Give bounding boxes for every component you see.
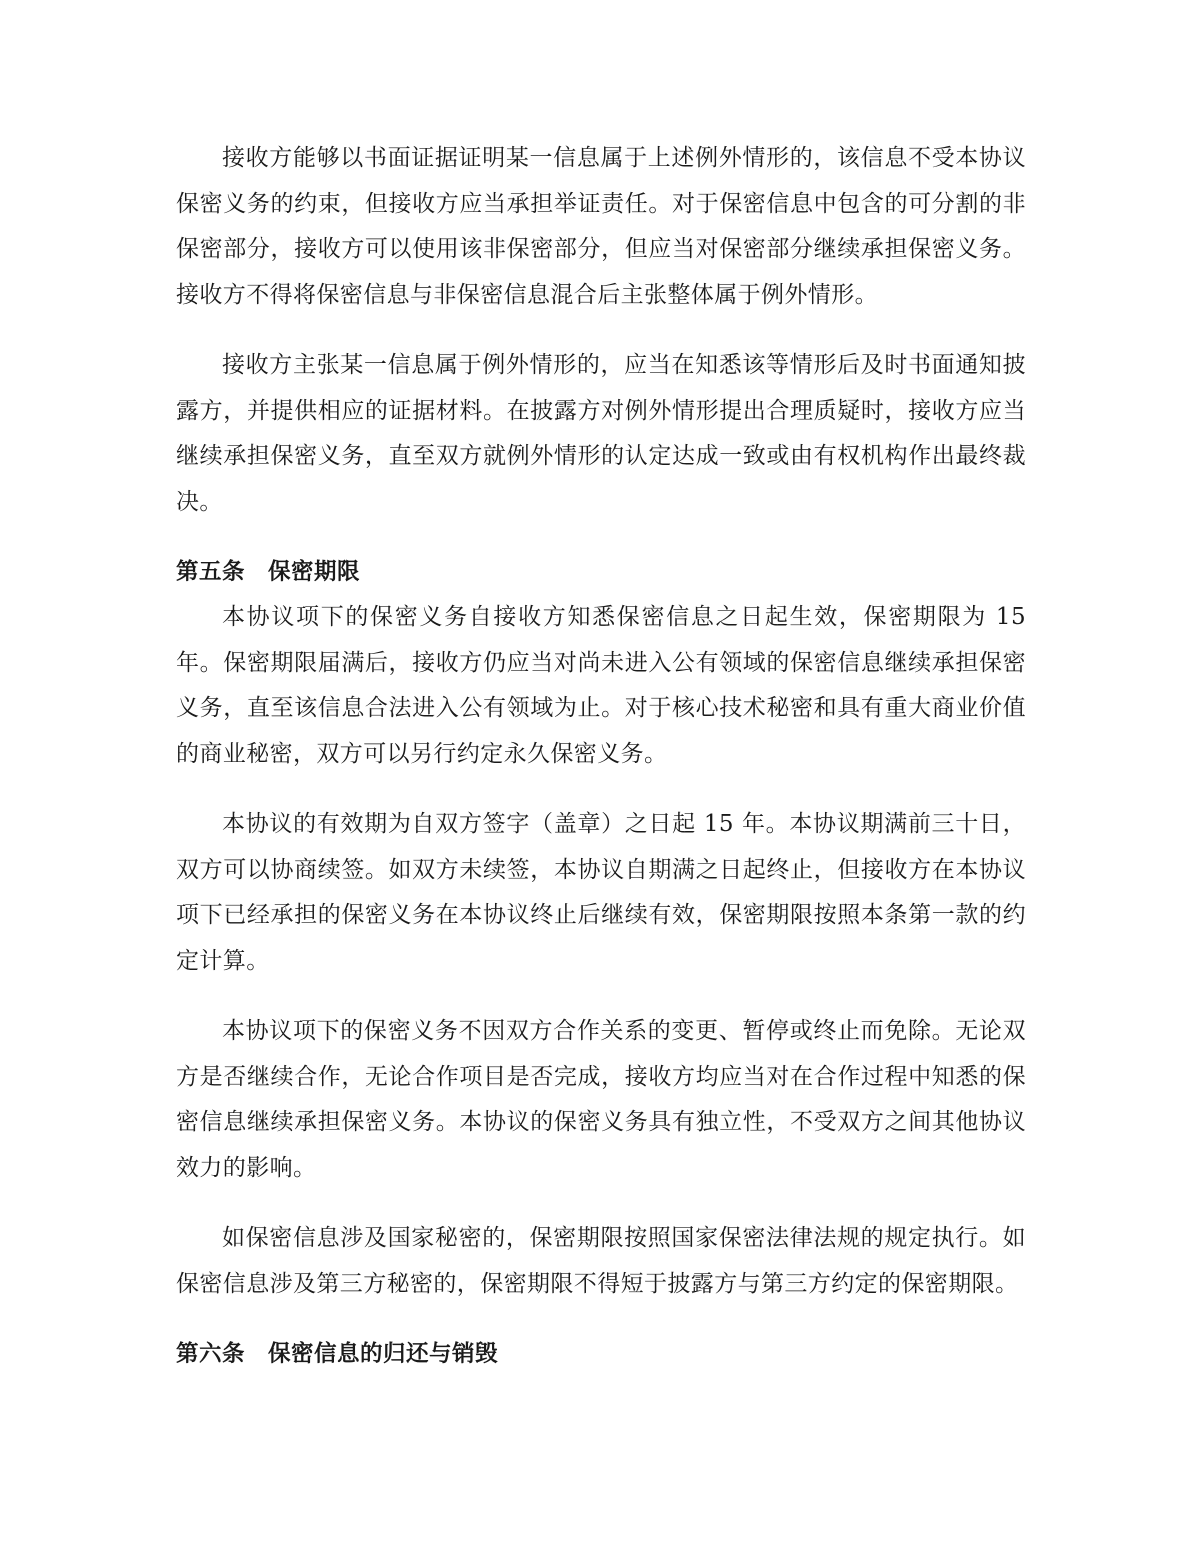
paragraph-exception-notice: 接收方主张某一信息属于例外情形的，应当在知悉该等情形后及时书面通知披露方，并提供相应的证据材料。在披露方对例外情形提出合理质疑时，接收方应当继续承担保密义务，直至双方就例外情形的认定达成一致或由有权机构作出最终裁决。 xyxy=(176,352,1026,515)
article-5-paragraph-3: 本协议项下的保密义务不因双方合作关系的变更、暂停或终止而免除。无论双方是否继续合作，无论合作项目是否完成，接收方均应当对在合作过程中知悉的保密信息继续承担保密义务。本协议的保密义务具有独立性，不受双方之间其他协议效力的影响。 xyxy=(176,1018,1026,1181)
article-5-heading: 第五条 保密期限 xyxy=(176,559,361,585)
article-5-paragraph-4: 如保密信息涉及国家秘密的，保密期限按照国家保密法律法规的规定执行。如保密信息涉及第三方秘密的，保密期限不得短于披露方与第三方约定的保密期限。 xyxy=(176,1225,1026,1297)
paragraph-exception-proof: 接收方能够以书面证据证明某一信息属于上述例外情形的，该信息不受本协议保密义务的约束，但接收方应当承担举证责任。对于保密信息中包含的可分割的非保密部分，接收方可以使用该非保密部分，但应当对保密部分继续承担保密义务。接收方不得将保密信息与非保密信息混合后主张整体属于例外情形。 xyxy=(176,145,1026,308)
article-6-heading: 第六条 保密信息的归还与销毁 xyxy=(176,1341,499,1367)
article-5-paragraph-1: 本协议项下的保密义务自接收方知悉保密信息之日起生效，保密期限为 15 年。保密期限届满后，接收方仍应当对尚未进入公有领域的保密信息继续承担保密义务，直至该信息合法进入公有领域为止。对于核心技术秘密和具有重大商业价值的商业秘密，双方可以另行约定永久保密义务。 xyxy=(176,604,1026,767)
document-page xyxy=(176,136,1026,1377)
article-5-paragraph-2: 本协议的有效期为自双方签字（盖章）之日起 15 年。本协议期满前三十日，双方可以协商续签。如双方未续签，本协议自期满之日起终止，但接收方在本协议项下已经承担的保密义务在本协议终止后继续有效，保密期限按照本条第一款的约定计算。 xyxy=(176,811,1026,974)
